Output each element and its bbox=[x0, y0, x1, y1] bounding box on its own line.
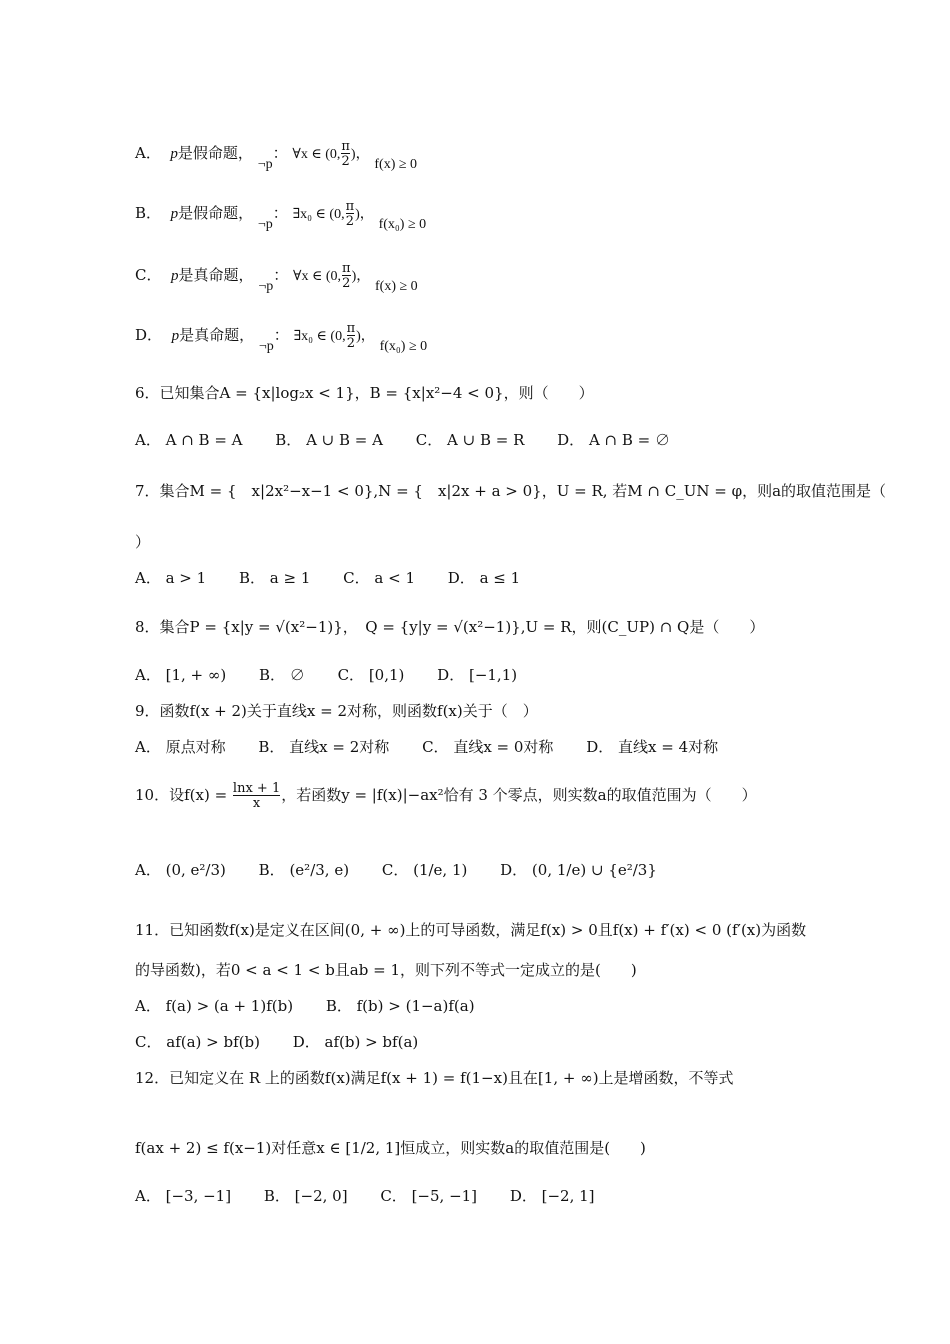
q10-stem bbox=[135, 782, 757, 810]
q10-option-b: B． (e²/3, e) bbox=[258, 861, 350, 879]
q10-stem-post: ，若函数y = |f(x)|−ax²恰有 3 个零点，则实数a的取值范围为（ ） bbox=[281, 786, 757, 804]
pi-over-2-fraction bbox=[341, 140, 350, 168]
q12-stem-line1: 12．已知定义在 R 上的函数f(x)满足f(x + 1) = f(1−x)且在[1, + ∞)上是增函数，不等式 bbox=[135, 1069, 734, 1087]
q9-option-b: B． 直线x = 2对称 bbox=[258, 738, 390, 756]
q12-stem-line2: f(ax + 2) ≤ f(x−1)对任意x ∈ [1/2, 1]恒成立，则实数a的取值范围是( ) bbox=[135, 1139, 646, 1157]
q9-option-d: D． 直线x = 4对称 bbox=[586, 738, 719, 756]
q6-stem: 6．已知集合A = {x|log₂x < 1}，B = {x|x²−4 < 0}，则（ ） bbox=[135, 384, 594, 402]
q11-options-row2 bbox=[135, 1032, 446, 1052]
option-text: 是假命题， bbox=[177, 144, 253, 162]
q6-option-d: D． A ∩ B = ∅ bbox=[557, 431, 671, 449]
q9-options bbox=[135, 737, 746, 757]
q10-option-c: C． (1/e, 1) bbox=[381, 861, 468, 879]
q9-option-a: A． 原点对称 bbox=[135, 738, 226, 756]
q11-option-d: D． af(b) > bf(a) bbox=[292, 1033, 419, 1051]
q7-stem-cont: ） bbox=[135, 533, 151, 551]
fraction-denominator: 2 bbox=[346, 336, 355, 351]
q7-option-d: D． a ≤ 1 bbox=[447, 569, 521, 587]
prop-p: p bbox=[171, 328, 180, 344]
prop-p: p bbox=[170, 146, 178, 162]
interval-close: )， bbox=[351, 269, 371, 284]
q10-option-d: D． (0, 1/e) ∪ {e²/3} bbox=[500, 861, 657, 879]
q10-options bbox=[135, 860, 685, 880]
negation-symbol: ¬p bbox=[258, 279, 274, 294]
q11-option-c: C． af(a) > bf(b) bbox=[135, 1033, 260, 1051]
option-label: D． bbox=[135, 326, 163, 344]
conclusion: f(x) ≥ 0 bbox=[374, 157, 418, 172]
q11-stem-line1: 11．已知函数f(x)是定义在区间(0, + ∞)上的可导函数，满足f(x) > 0且f(x) + f′(x) < 0 (f′(x)为函数 bbox=[135, 921, 807, 939]
q10-stem-pre: 10．设f(x) = bbox=[135, 786, 232, 804]
q6-option-c: C． A ∪ B = R bbox=[415, 431, 525, 449]
negation-symbol: ¬p bbox=[257, 157, 273, 172]
prop-p: p bbox=[170, 206, 179, 222]
q7-stem: 7．集合M = { x|2x²−x−1 < 0},N = { x|2x + a > 0}，U = R, 若M ∩ C_UN = φ，则a的取值范围是（ bbox=[135, 482, 887, 500]
q9-stem: 9．函数f(x + 2)关于直线x = 2对称，则函数f(x)关于（ ） bbox=[135, 702, 538, 720]
colon: ： bbox=[273, 326, 289, 344]
q5-option-d bbox=[135, 321, 428, 354]
quantifier: ∃x₀ ∈ (0, bbox=[293, 329, 346, 344]
conclusion: f(x) ≥ 0 bbox=[375, 279, 418, 294]
negation-symbol: ¬p bbox=[258, 339, 274, 354]
q11-options-row1 bbox=[135, 996, 503, 1016]
prop-p: p bbox=[171, 268, 179, 284]
q10-fraction bbox=[233, 782, 280, 810]
q6-options bbox=[135, 430, 698, 450]
q5-option-b bbox=[135, 199, 427, 232]
pi-over-2-fraction bbox=[346, 200, 355, 228]
q11-option-b: B． f(b) > (1−a)f(a) bbox=[325, 997, 475, 1015]
q12-options bbox=[135, 1186, 623, 1206]
conclusion: f(x₀) ≥ 0 bbox=[379, 339, 428, 354]
q7-option-b: B． a ≥ 1 bbox=[238, 569, 311, 587]
q12-option-c: C． [−5, −1] bbox=[380, 1187, 478, 1205]
q8-stem: 8．集合P = {x|y = √(x²−1)}， Q = {y|y = √(x²−1)},U = R，则(C_UP) ∩ Q是（ ） bbox=[135, 618, 765, 636]
pi-over-2-fraction bbox=[342, 262, 351, 290]
option-text: 是真命题， bbox=[179, 326, 255, 344]
colon: ： bbox=[273, 266, 289, 284]
option-label: C． bbox=[135, 266, 162, 284]
interval-close: )， bbox=[356, 329, 375, 344]
option-label: B． bbox=[135, 204, 162, 222]
fraction-numerator: π bbox=[342, 261, 351, 276]
quantifier: ∃x₀ ∈ (0, bbox=[292, 207, 345, 222]
q9-option-c: C． 直线x = 0对称 bbox=[422, 738, 554, 756]
q5-option-a bbox=[135, 139, 418, 172]
quantifier: ∀x ∈ (0, bbox=[293, 269, 342, 284]
q6-option-a: A． A ∩ B = A bbox=[135, 431, 243, 449]
q11-option-a: A． f(a) > (a + 1)f(b) bbox=[135, 997, 294, 1015]
quantifier: ∀x ∈ (0, bbox=[292, 147, 341, 162]
option-text: 是真命题， bbox=[178, 266, 254, 284]
q7-options bbox=[135, 568, 548, 588]
q12-option-d: D． [−2, 1] bbox=[509, 1187, 595, 1205]
conclusion: f(x₀) ≥ 0 bbox=[378, 217, 427, 232]
fraction-numerator: lnx + 1 bbox=[232, 781, 281, 796]
option-text: 是假命题， bbox=[178, 204, 254, 222]
fraction-denominator: 2 bbox=[342, 276, 351, 291]
option-label: A． bbox=[135, 144, 161, 162]
fraction-denominator: 2 bbox=[341, 154, 350, 169]
q5-option-c bbox=[135, 261, 418, 294]
q8-option-b: B． ∅ bbox=[259, 666, 305, 684]
fraction-numerator: π bbox=[341, 139, 350, 154]
q7-option-a: A． a > 1 bbox=[135, 569, 207, 587]
q8-option-d: D． [−1,1) bbox=[437, 666, 518, 684]
q12-option-a: A． [−3, −1] bbox=[135, 1187, 232, 1205]
fraction-denominator: x bbox=[233, 795, 280, 810]
q10-option-a: A． (0, e²/3) bbox=[135, 861, 226, 879]
interval-close: )， bbox=[355, 207, 374, 222]
colon: ： bbox=[272, 144, 288, 162]
pi-over-2-fraction bbox=[347, 322, 356, 350]
colon: ： bbox=[272, 204, 288, 222]
q8-options bbox=[135, 665, 545, 685]
q8-option-c: C． [0,1) bbox=[337, 666, 405, 684]
fraction-numerator: π bbox=[346, 321, 356, 336]
q7-option-c: C． a < 1 bbox=[343, 569, 415, 587]
interval-close: )， bbox=[350, 147, 370, 162]
negation-symbol: ¬p bbox=[257, 217, 273, 232]
q8-option-a: A． [1, + ∞) bbox=[135, 666, 227, 684]
fraction-denominator: 2 bbox=[345, 214, 354, 229]
fraction-numerator: π bbox=[345, 199, 355, 214]
q6-option-b: B． A ∪ B = A bbox=[275, 431, 383, 449]
q11-stem-line2: 的导函数)，若0 < a < 1 < b且ab = 1，则下列不等式一定成立的是( ) bbox=[135, 961, 637, 979]
q12-option-b: B． [−2, 0] bbox=[263, 1187, 348, 1205]
